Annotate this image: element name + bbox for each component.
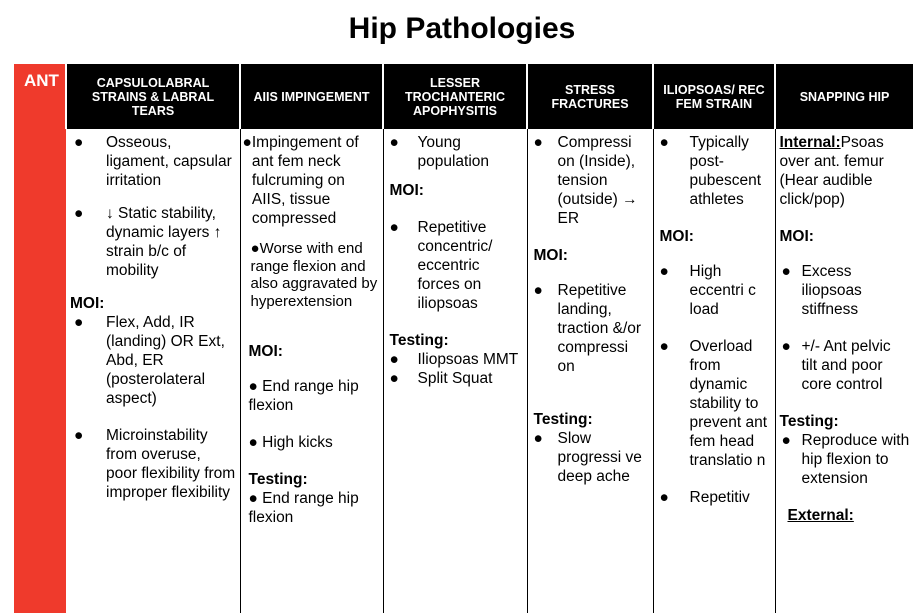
list-item: ● Impingement of ant fem neck fulcruming on AIIS, tissue compressed <box>242 134 359 227</box>
cell-aiis <box>240 129 383 613</box>
list-item: ● Overload from dynamic stability to prevent ant fem head translatio n <box>659 338 768 469</box>
moi-label: MOI: <box>70 295 105 312</box>
list-item: ● Young population <box>389 134 490 170</box>
moi-label: MOI: <box>533 247 568 264</box>
col-header-lesser-trochanteric: LESSER TROCHANTERIC APOPHYSITIS <box>383 64 527 129</box>
list-item: ● Excess iliopsoas stiffness <box>781 263 862 318</box>
testing-label: Testing: <box>248 471 308 488</box>
list-item: ● Reproduce with hip flexion to extension <box>781 432 910 487</box>
list-item: ● End range hip flexion <box>248 490 359 526</box>
hip-pathologies-table <box>14 64 915 613</box>
col-header-snapping-hip: SNAPPING HIP <box>775 64 914 129</box>
testing-label: Testing: <box>779 413 839 430</box>
cell-capsulolabral <box>66 129 240 613</box>
list-item: ● End range hip flexion <box>248 378 359 414</box>
list-item: ● Typically post-pubescent athletes <box>659 134 762 208</box>
list-item: ● Repetitive landing, traction &/or compressi on <box>533 282 642 375</box>
col-header-stress-fractures: STRESS FRACTURES <box>527 64 653 129</box>
list-item: ● Repetitiv <box>659 489 750 506</box>
list-item: ● High eccentri c load <box>659 263 756 318</box>
cell-snapping-hip <box>775 129 914 613</box>
moi-label: MOI: <box>779 228 814 245</box>
moi-label: MOI: <box>389 182 424 199</box>
row-label-header: ANT <box>14 64 66 129</box>
list-item: ● Compressi on (Inside), tension (outside) → ER <box>533 134 638 227</box>
list-item: ● High kicks <box>248 434 333 451</box>
moi-label: MOI: <box>248 343 283 360</box>
cell-lesser-trochanteric <box>383 129 527 613</box>
list-item: ● Iliopsoas MMT <box>389 351 519 368</box>
testing-label: Testing: <box>533 411 593 428</box>
col-header-aiis: AIIS IMPINGEMENT <box>240 64 383 129</box>
list-item: ● Split Squat <box>389 370 493 387</box>
cell-stress-fractures <box>527 129 653 613</box>
list-item: ● Osseous, ligament, capsular irritation <box>74 134 232 189</box>
col-header-iliopsoas: ILIOPSOAS/ REC FEM STRAIN <box>653 64 775 129</box>
list-item: ● Repetitive concentric/ eccentric forces on iliopsoas <box>389 219 493 312</box>
list-item: ● Microinstability from overuse, poor flexibility from improper flexibility <box>74 427 236 501</box>
page-title: Hip Pathologies <box>348 12 576 45</box>
moi-label: MOI: <box>659 228 694 245</box>
list-item: ● Slow progressi ve deep ache <box>533 430 642 485</box>
cell-iliopsoas <box>653 129 775 613</box>
internal-desc: Internal:Psoas over ant. femur (Hear audible click/pop) <box>779 134 884 208</box>
testing-label: Testing: <box>389 332 449 349</box>
paragraph: ●Worse with end range flexion and also aggravated by hyperextension <box>250 240 378 310</box>
list-item: ● ↓ Static stability, dynamic layers ↑ strain b/c of mobility <box>74 205 222 279</box>
content-row <box>14 129 914 613</box>
header-row <box>14 64 914 129</box>
ant-row-cell <box>14 129 66 613</box>
list-item: ● +/- Ant pelvic tilt and poor core control <box>781 338 891 393</box>
external-label: External: <box>787 507 854 524</box>
col-header-capsulolabral: CAPSULOLABRAL STRAINS & LABRAL TEARS <box>66 64 240 129</box>
list-item: ● Flex, Add, IR (landing) OR Ext, Abd, ER (posterolateral aspect) <box>74 314 225 407</box>
